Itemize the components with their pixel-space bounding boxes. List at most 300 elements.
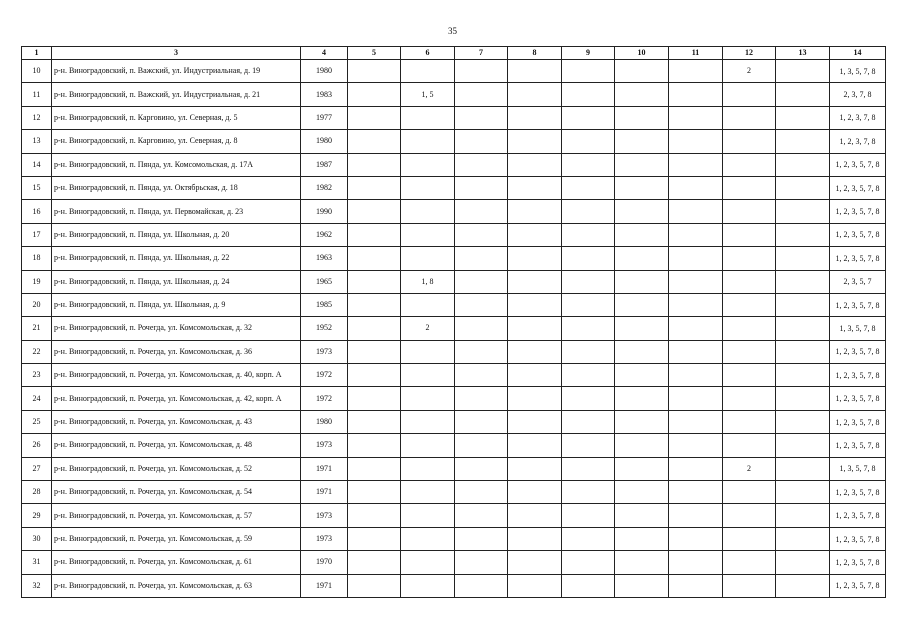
col-11-cell xyxy=(669,106,723,129)
year-built-cell: 1952 xyxy=(301,317,348,340)
row-number-cell: 19 xyxy=(22,270,52,293)
table-row xyxy=(22,387,886,410)
col-13-cell xyxy=(776,457,830,480)
header-cell: 9 xyxy=(562,47,615,60)
row-number-cell: 17 xyxy=(22,223,52,246)
col-9-cell xyxy=(562,270,615,293)
header-cell: 12 xyxy=(723,47,776,60)
col-7-cell xyxy=(455,270,508,293)
row-number-cell: 13 xyxy=(22,130,52,153)
col-14-cell: 1, 2, 3, 5, 7, 8 xyxy=(830,176,886,199)
col-8-cell xyxy=(508,83,562,106)
col-13-cell xyxy=(776,247,830,270)
col-12-cell xyxy=(723,387,776,410)
col-7-cell xyxy=(455,60,508,83)
col-8-cell xyxy=(508,293,562,316)
col-12-cell xyxy=(723,153,776,176)
col-6-cell xyxy=(401,364,455,387)
col-5-cell xyxy=(348,481,401,504)
col-7-cell xyxy=(455,504,508,527)
row-number-cell: 16 xyxy=(22,200,52,223)
col-7-cell xyxy=(455,153,508,176)
col-13-cell xyxy=(776,200,830,223)
col-10-cell xyxy=(615,551,669,574)
row-number-cell: 15 xyxy=(22,176,52,199)
col-5-cell xyxy=(348,60,401,83)
col-11-cell xyxy=(669,364,723,387)
col-7-cell xyxy=(455,387,508,410)
year-built-cell: 1990 xyxy=(301,200,348,223)
address-cell: р-н. Виноградовский, п. Пянда, ул. Школьная, д. 20 xyxy=(52,223,301,246)
col-6-cell: 1, 5 xyxy=(401,83,455,106)
col-12-cell xyxy=(723,551,776,574)
col-11-cell xyxy=(669,481,723,504)
table-row xyxy=(22,504,886,527)
col-6-cell xyxy=(401,457,455,480)
col-11-cell xyxy=(669,340,723,363)
col-13-cell xyxy=(776,504,830,527)
col-12-cell xyxy=(723,364,776,387)
col-14-cell: 1, 2, 3, 5, 7, 8 xyxy=(830,574,886,597)
col-8-cell xyxy=(508,153,562,176)
year-built-cell: 1971 xyxy=(301,481,348,504)
housing-table xyxy=(21,46,886,598)
col-10-cell xyxy=(615,176,669,199)
table-row xyxy=(22,527,886,550)
address-cell: р-н. Виноградовский, п. Пянда, ул. Школьная, д. 24 xyxy=(52,270,301,293)
year-built-cell: 1980 xyxy=(301,60,348,83)
col-5-cell xyxy=(348,270,401,293)
row-number-cell: 28 xyxy=(22,481,52,504)
col-14-cell: 1, 2, 3, 7, 8 xyxy=(830,106,886,129)
col-6-cell xyxy=(401,176,455,199)
col-9-cell xyxy=(562,504,615,527)
table-row xyxy=(22,200,886,223)
row-number-cell: 29 xyxy=(22,504,52,527)
col-5-cell xyxy=(348,457,401,480)
col-12-cell xyxy=(723,317,776,340)
col-14-cell: 2, 3, 5, 7 xyxy=(830,270,886,293)
col-5-cell xyxy=(348,574,401,597)
col-9-cell xyxy=(562,387,615,410)
col-9-cell xyxy=(562,60,615,83)
col-8-cell xyxy=(508,247,562,270)
col-6-cell xyxy=(401,551,455,574)
col-12-cell xyxy=(723,200,776,223)
col-7-cell xyxy=(455,551,508,574)
col-14-cell: 2, 3, 7, 8 xyxy=(830,83,886,106)
col-5-cell xyxy=(348,247,401,270)
col-12-cell xyxy=(723,293,776,316)
col-5-cell xyxy=(348,153,401,176)
year-built-cell: 1982 xyxy=(301,176,348,199)
col-11-cell xyxy=(669,223,723,246)
col-10-cell xyxy=(615,60,669,83)
col-13-cell xyxy=(776,223,830,246)
col-14-cell: 1, 2, 3, 5, 7, 8 xyxy=(830,364,886,387)
row-number-cell: 26 xyxy=(22,434,52,457)
col-11-cell xyxy=(669,200,723,223)
col-12-cell xyxy=(723,83,776,106)
address-cell: р-н. Виноградовский, п. Пянда, ул. Комсомольская, д. 17А xyxy=(52,153,301,176)
row-number-cell: 25 xyxy=(22,410,52,433)
col-6-cell xyxy=(401,223,455,246)
row-number-cell: 32 xyxy=(22,574,52,597)
col-10-cell xyxy=(615,434,669,457)
col-8-cell xyxy=(508,527,562,550)
col-7-cell xyxy=(455,317,508,340)
col-6-cell xyxy=(401,574,455,597)
table-row xyxy=(22,481,886,504)
address-cell: р-н. Виноградовский, п. Пянда, ул. Школьная, д. 9 xyxy=(52,293,301,316)
col-10-cell xyxy=(615,457,669,480)
col-6-cell xyxy=(401,247,455,270)
col-14-cell: 1, 2, 3, 5, 7, 8 xyxy=(830,223,886,246)
col-8-cell xyxy=(508,574,562,597)
col-10-cell xyxy=(615,293,669,316)
row-number-cell: 23 xyxy=(22,364,52,387)
col-8-cell xyxy=(508,60,562,83)
year-built-cell: 1973 xyxy=(301,434,348,457)
col-11-cell xyxy=(669,410,723,433)
header-cell: 1 xyxy=(22,47,52,60)
col-7-cell xyxy=(455,106,508,129)
table-row xyxy=(22,60,886,83)
col-10-cell xyxy=(615,574,669,597)
page-number: 35 xyxy=(448,26,457,36)
col-8-cell xyxy=(508,106,562,129)
col-10-cell xyxy=(615,83,669,106)
year-built-cell: 1965 xyxy=(301,270,348,293)
col-7-cell xyxy=(455,527,508,550)
year-built-cell: 1970 xyxy=(301,551,348,574)
col-11-cell xyxy=(669,247,723,270)
col-6-cell xyxy=(401,293,455,316)
header-cell: 11 xyxy=(669,47,723,60)
col-14-cell: 1, 2, 3, 5, 7, 8 xyxy=(830,387,886,410)
address-cell: р-н. Виноградовский, п. Рочегда, ул. Комсомольская, д. 61 xyxy=(52,551,301,574)
col-8-cell xyxy=(508,410,562,433)
col-6-cell xyxy=(401,200,455,223)
col-10-cell xyxy=(615,270,669,293)
col-13-cell xyxy=(776,551,830,574)
col-9-cell xyxy=(562,340,615,363)
table-row xyxy=(22,551,886,574)
address-cell: р-н. Виноградовский, п. Рочегда, ул. Комсомольская, д. 36 xyxy=(52,340,301,363)
col-13-cell xyxy=(776,364,830,387)
col-6-cell xyxy=(401,106,455,129)
col-10-cell xyxy=(615,481,669,504)
col-6-cell xyxy=(401,340,455,363)
col-5-cell xyxy=(348,504,401,527)
table-row xyxy=(22,317,886,340)
table-row xyxy=(22,364,886,387)
address-cell: р-н. Виноградовский, п. Пянда, ул. Октябрьская, д. 18 xyxy=(52,176,301,199)
table-row xyxy=(22,106,886,129)
address-cell: р-н. Виноградовский, п. Рочегда, ул. Комсомольская, д. 43 xyxy=(52,410,301,433)
col-7-cell xyxy=(455,340,508,363)
year-built-cell: 1980 xyxy=(301,130,348,153)
col-13-cell xyxy=(776,293,830,316)
col-10-cell xyxy=(615,387,669,410)
col-8-cell xyxy=(508,457,562,480)
col-14-cell: 1, 2, 3, 5, 7, 8 xyxy=(830,527,886,550)
col-12-cell xyxy=(723,434,776,457)
col-14-cell: 1, 2, 3, 5, 7, 8 xyxy=(830,247,886,270)
col-13-cell xyxy=(776,153,830,176)
col-6-cell xyxy=(401,60,455,83)
table-row xyxy=(22,83,886,106)
col-9-cell xyxy=(562,457,615,480)
year-built-cell: 1962 xyxy=(301,223,348,246)
col-5-cell xyxy=(348,364,401,387)
col-13-cell xyxy=(776,410,830,433)
col-7-cell xyxy=(455,176,508,199)
col-8-cell xyxy=(508,551,562,574)
header-row xyxy=(22,47,886,60)
col-12-cell xyxy=(723,176,776,199)
header-cell: 7 xyxy=(455,47,508,60)
col-6-cell: 1, 8 xyxy=(401,270,455,293)
col-13-cell xyxy=(776,387,830,410)
col-9-cell xyxy=(562,247,615,270)
col-14-cell: 1, 3, 5, 7, 8 xyxy=(830,60,886,83)
col-6-cell xyxy=(401,387,455,410)
col-6-cell xyxy=(401,153,455,176)
col-11-cell xyxy=(669,130,723,153)
header-cell: 10 xyxy=(615,47,669,60)
header-cell: 4 xyxy=(301,47,348,60)
col-8-cell xyxy=(508,317,562,340)
col-7-cell xyxy=(455,83,508,106)
table-row xyxy=(22,457,886,480)
address-cell: р-н. Виноградовский, п. Рочегда, ул. Комсомольская, д. 32 xyxy=(52,317,301,340)
col-7-cell xyxy=(455,410,508,433)
col-11-cell xyxy=(669,527,723,550)
col-8-cell xyxy=(508,504,562,527)
col-14-cell: 1, 2, 3, 5, 7, 8 xyxy=(830,340,886,363)
col-5-cell xyxy=(348,130,401,153)
col-10-cell xyxy=(615,223,669,246)
col-11-cell xyxy=(669,387,723,410)
col-8-cell xyxy=(508,387,562,410)
col-8-cell xyxy=(508,434,562,457)
address-cell: р-н. Виноградовский, п. Рочегда, ул. Комсомольская, д. 40, корп. А xyxy=(52,364,301,387)
row-number-cell: 24 xyxy=(22,387,52,410)
year-built-cell: 1985 xyxy=(301,293,348,316)
col-9-cell xyxy=(562,293,615,316)
col-8-cell xyxy=(508,340,562,363)
col-13-cell xyxy=(776,317,830,340)
col-12-cell xyxy=(723,130,776,153)
col-11-cell xyxy=(669,83,723,106)
col-13-cell xyxy=(776,176,830,199)
table-row xyxy=(22,130,886,153)
col-12-cell: 2 xyxy=(723,60,776,83)
year-built-cell: 1973 xyxy=(301,504,348,527)
col-12-cell xyxy=(723,340,776,363)
col-9-cell xyxy=(562,434,615,457)
col-10-cell xyxy=(615,364,669,387)
year-built-cell: 1973 xyxy=(301,527,348,550)
col-13-cell xyxy=(776,527,830,550)
col-9-cell xyxy=(562,551,615,574)
col-13-cell xyxy=(776,481,830,504)
col-10-cell xyxy=(615,153,669,176)
col-9-cell xyxy=(562,574,615,597)
address-cell: р-н. Виноградовский, п. Карговино, ул. Северная, д. 5 xyxy=(52,106,301,129)
col-11-cell xyxy=(669,153,723,176)
col-7-cell xyxy=(455,434,508,457)
row-number-cell: 30 xyxy=(22,527,52,550)
col-8-cell xyxy=(508,481,562,504)
col-11-cell xyxy=(669,574,723,597)
year-built-cell: 1971 xyxy=(301,574,348,597)
address-cell: р-н. Виноградовский, п. Рочегда, ул. Комсомольская, д. 63 xyxy=(52,574,301,597)
col-12-cell xyxy=(723,504,776,527)
row-number-cell: 11 xyxy=(22,83,52,106)
col-14-cell: 1, 2, 3, 5, 7, 8 xyxy=(830,504,886,527)
year-built-cell: 1983 xyxy=(301,83,348,106)
year-built-cell: 1972 xyxy=(301,364,348,387)
address-cell: р-н. Виноградовский, п. Рочегда, ул. Комсомольская, д. 42, корп. А xyxy=(52,387,301,410)
address-cell: р-н. Виноградовский, п. Пянда, ул. Школьная, д. 22 xyxy=(52,247,301,270)
table-row xyxy=(22,340,886,363)
col-14-cell: 1, 3, 5, 7, 8 xyxy=(830,457,886,480)
year-built-cell: 1971 xyxy=(301,457,348,480)
col-10-cell xyxy=(615,200,669,223)
col-12-cell xyxy=(723,481,776,504)
row-number-cell: 27 xyxy=(22,457,52,480)
col-5-cell xyxy=(348,434,401,457)
col-10-cell xyxy=(615,504,669,527)
col-11-cell xyxy=(669,176,723,199)
col-12-cell xyxy=(723,247,776,270)
col-14-cell: 1, 2, 3, 5, 7, 8 xyxy=(830,434,886,457)
col-5-cell xyxy=(348,317,401,340)
col-14-cell: 1, 2, 3, 5, 7, 8 xyxy=(830,153,886,176)
col-11-cell xyxy=(669,434,723,457)
header-cell: 6 xyxy=(401,47,455,60)
row-number-cell: 10 xyxy=(22,60,52,83)
col-13-cell xyxy=(776,574,830,597)
col-9-cell xyxy=(562,481,615,504)
header-cell: 3 xyxy=(52,47,301,60)
col-10-cell xyxy=(615,130,669,153)
row-number-cell: 22 xyxy=(22,340,52,363)
address-cell: р-н. Виноградовский, п. Рочегда, ул. Комсомольская, д. 52 xyxy=(52,457,301,480)
col-5-cell xyxy=(348,410,401,433)
col-13-cell xyxy=(776,83,830,106)
col-8-cell xyxy=(508,200,562,223)
table-row xyxy=(22,293,886,316)
year-built-cell: 1963 xyxy=(301,247,348,270)
col-6-cell xyxy=(401,481,455,504)
col-8-cell xyxy=(508,270,562,293)
address-cell: р-н. Виноградовский, п. Рочегда, ул. Комсомольская, д. 57 xyxy=(52,504,301,527)
row-number-cell: 31 xyxy=(22,551,52,574)
col-11-cell xyxy=(669,60,723,83)
col-10-cell xyxy=(615,106,669,129)
header-cell: 13 xyxy=(776,47,830,60)
col-12-cell xyxy=(723,270,776,293)
col-7-cell xyxy=(455,247,508,270)
col-13-cell xyxy=(776,60,830,83)
table-row xyxy=(22,434,886,457)
address-cell: р-н. Виноградовский, п. Пянда, ул. Первомайская, д. 23 xyxy=(52,200,301,223)
col-7-cell xyxy=(455,293,508,316)
col-5-cell xyxy=(348,293,401,316)
col-11-cell xyxy=(669,293,723,316)
address-cell: р-н. Виноградовский, п. Рочегда, ул. Комсомольская, д. 48 xyxy=(52,434,301,457)
col-5-cell xyxy=(348,83,401,106)
col-5-cell xyxy=(348,106,401,129)
table-row xyxy=(22,270,886,293)
col-13-cell xyxy=(776,270,830,293)
col-12-cell xyxy=(723,410,776,433)
col-11-cell xyxy=(669,317,723,340)
col-9-cell xyxy=(562,153,615,176)
col-13-cell xyxy=(776,106,830,129)
row-number-cell: 18 xyxy=(22,247,52,270)
table-row xyxy=(22,223,886,246)
col-14-cell: 1, 2, 3, 5, 7, 8 xyxy=(830,551,886,574)
col-6-cell xyxy=(401,410,455,433)
address-cell: р-н. Виноградовский, п. Карговино, ул. Северная, д. 8 xyxy=(52,130,301,153)
col-13-cell xyxy=(776,340,830,363)
col-12-cell xyxy=(723,574,776,597)
col-6-cell xyxy=(401,130,455,153)
col-9-cell xyxy=(562,106,615,129)
col-8-cell xyxy=(508,364,562,387)
col-9-cell xyxy=(562,176,615,199)
address-cell: р-н. Виноградовский, п. Рочегда, ул. Комсомольская, д. 59 xyxy=(52,527,301,550)
col-9-cell xyxy=(562,223,615,246)
row-number-cell: 12 xyxy=(22,106,52,129)
col-7-cell xyxy=(455,457,508,480)
col-9-cell xyxy=(562,200,615,223)
year-built-cell: 1972 xyxy=(301,387,348,410)
col-10-cell xyxy=(615,410,669,433)
header-cell: 14 xyxy=(830,47,886,60)
year-built-cell: 1977 xyxy=(301,106,348,129)
col-11-cell xyxy=(669,504,723,527)
col-7-cell xyxy=(455,364,508,387)
col-6-cell xyxy=(401,504,455,527)
header-cell: 8 xyxy=(508,47,562,60)
col-7-cell xyxy=(455,130,508,153)
address-cell: р-н. Виноградовский, п. Рочегда, ул. Комсомольская, д. 54 xyxy=(52,481,301,504)
col-5-cell xyxy=(348,223,401,246)
col-11-cell xyxy=(669,270,723,293)
col-14-cell: 1, 2, 3, 5, 7, 8 xyxy=(830,200,886,223)
col-14-cell: 1, 2, 3, 5, 7, 8 xyxy=(830,293,886,316)
col-8-cell xyxy=(508,130,562,153)
address-cell: р-н. Виноградовский, п. Важский, ул. Индустриальная, д. 21 xyxy=(52,83,301,106)
row-number-cell: 20 xyxy=(22,293,52,316)
table-row xyxy=(22,410,886,433)
year-built-cell: 1973 xyxy=(301,340,348,363)
col-14-cell: 1, 2, 3, 7, 8 xyxy=(830,130,886,153)
col-13-cell xyxy=(776,130,830,153)
col-12-cell: 2 xyxy=(723,457,776,480)
col-9-cell xyxy=(562,83,615,106)
row-number-cell: 21 xyxy=(22,317,52,340)
col-6-cell: 2 xyxy=(401,317,455,340)
table-row xyxy=(22,176,886,199)
col-9-cell xyxy=(562,364,615,387)
col-9-cell xyxy=(562,410,615,433)
